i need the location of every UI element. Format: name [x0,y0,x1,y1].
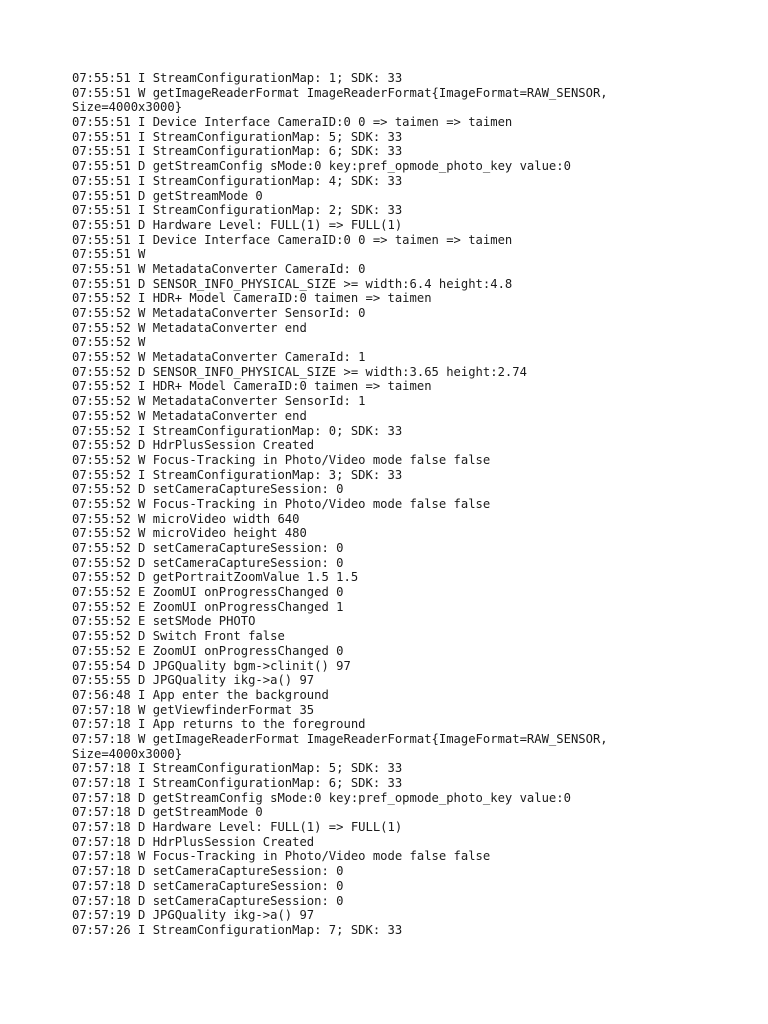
log-line: 07:57:18 D getStreamConfig sMode:0 key:pref_opmode_photo_key value:0 [72,790,571,805]
log-line: 07:55:51 W getImageReaderFormat ImageReaderFormat{ImageFormat=RAW_SENSOR, [72,85,608,100]
log-line: 07:57:18 D Hardware Level: FULL(1) => FULL(1) [72,820,403,835]
log-line: 07:57:18 W getViewfinderFormat 35 [72,702,315,717]
log-line: 07:55:52 D Switch Front false [72,629,285,644]
log-line: 07:55:52 D setCameraCaptureSession: 0 [72,555,344,570]
log-line: 07:55:52 I HDR+ Model CameraID:0 taimen => taimen [72,291,432,306]
log-line: 07:55:55 D JPGQuality ikg->a() 97 [72,673,315,688]
log-line: 07:55:52 D getPortraitZoomValue 1.5 1.5 [72,570,359,585]
log-line: 07:55:52 W MetadataConverter end [72,408,307,423]
log-line: 07:55:52 W microVideo height 480 [72,526,307,541]
log-line: 07:55:51 D getStreamMode 0 [72,188,263,203]
log-line: 07:55:52 W MetadataConverter end [72,320,307,335]
log-line: 07:55:52 E ZoomUI onProgressChanged 0 [72,585,344,600]
log-line: 07:55:51 W [72,247,146,262]
log-line: 07:55:51 I StreamConfigurationMap: 5; SDK: 33 [72,129,403,144]
log-line: 07:57:18 W Focus-Tracking in Photo/Video mode false false [72,849,491,864]
log-line: 07:55:54 D JPGQuality bgm->clinit() 97 [72,658,351,673]
log-line: 07:56:48 I App enter the background [72,687,329,702]
log-line: 07:55:52 D HdrPlusSession Created [72,438,315,453]
log-line: 07:57:18 D setCameraCaptureSession: 0 [72,864,344,879]
log-line: Size=4000x3000} [72,100,183,115]
log-line: Size=4000x3000} [72,746,183,761]
log-line: 07:55:51 I StreamConfigurationMap: 2; SDK: 33 [72,203,403,218]
log-line: 07:55:51 D SENSOR_INFO_PHYSICAL_SIZE >= width:6.4 height:4.8 [72,276,513,291]
log-line: 07:55:52 W Focus-Tracking in Photo/Video mode false false [72,496,491,511]
log-line: 07:55:52 D SENSOR_INFO_PHYSICAL_SIZE >= width:3.65 height:2.74 [72,364,527,379]
log-line: 07:55:52 I HDR+ Model CameraID:0 taimen => taimen [72,379,432,394]
log-line: 07:55:51 D Hardware Level: FULL(1) => FULL(1) [72,217,403,232]
log-line: 07:57:18 I StreamConfigurationMap: 5; SDK: 33 [72,761,403,776]
log-line: 07:55:51 I Device Interface CameraID:0 0 => taimen => taimen [72,115,513,130]
log-line: 07:57:26 I StreamConfigurationMap: 7; SDK: 33 [72,922,403,937]
log-line: 07:55:51 I StreamConfigurationMap: 4; SDK: 33 [72,173,403,188]
log-line: 07:55:52 D setCameraCaptureSession: 0 [72,541,344,555]
log-line: 07:55:52 D setCameraCaptureSession: 0 [72,482,344,497]
log-line: 07:55:52 W MetadataConverter CameraId: 1 [72,350,366,365]
log-document [72,71,732,938]
log-line: 07:55:52 E ZoomUI onProgressChanged 0 [72,643,344,658]
log-line: 07:55:51 W MetadataConverter CameraId: 0 [72,261,366,276]
log-line: 07:57:18 D getStreamMode 0 [72,805,263,820]
log-line: 07:55:52 E ZoomUI onProgressChanged 1 [72,599,344,614]
log-line: 07:55:51 I StreamConfigurationMap: 1; SDK: 33 [72,71,403,85]
log-line: 07:55:52 E setSMode PHOTO [72,614,256,629]
log-line: 07:55:51 D getStreamConfig sMode:0 key:pref_opmode_photo_key value:0 [72,159,571,174]
log-line: 07:55:52 W Focus-Tracking in Photo/Video mode false false [72,452,491,467]
log-line: 07:57:19 D JPGQuality ikg->a() 97 [72,908,315,923]
log-line: 07:57:18 D HdrPlusSession Created [72,834,315,849]
log-line: 07:57:18 D setCameraCaptureSession: 0 [72,878,344,893]
log-line: 07:55:51 I StreamConfigurationMap: 6; SDK: 33 [72,144,403,159]
log-line: 07:57:18 I StreamConfigurationMap: 6; SDK: 33 [72,776,403,790]
log-line: 07:57:18 W getImageReaderFormat ImageReaderFormat{ImageFormat=RAW_SENSOR, [72,731,608,746]
log-line: 07:55:52 W microVideo width 640 [72,511,300,526]
log-line: 07:55:52 I StreamConfigurationMap: 0; SDK: 33 [72,423,403,438]
log-line: 07:55:52 W MetadataConverter SensorId: 1 [72,394,366,409]
log-line: 07:57:18 I App returns to the foreground [72,717,366,732]
log-line: 07:57:18 D setCameraCaptureSession: 0 [72,893,344,908]
log-line: 07:55:52 I StreamConfigurationMap: 3; SDK: 33 [72,467,403,482]
log-line: 07:55:52 W MetadataConverter SensorId: 0 [72,306,366,320]
log-line: 07:55:52 W [72,335,146,350]
log-line: 07:55:51 I Device Interface CameraID:0 0 => taimen => taimen [72,232,513,247]
